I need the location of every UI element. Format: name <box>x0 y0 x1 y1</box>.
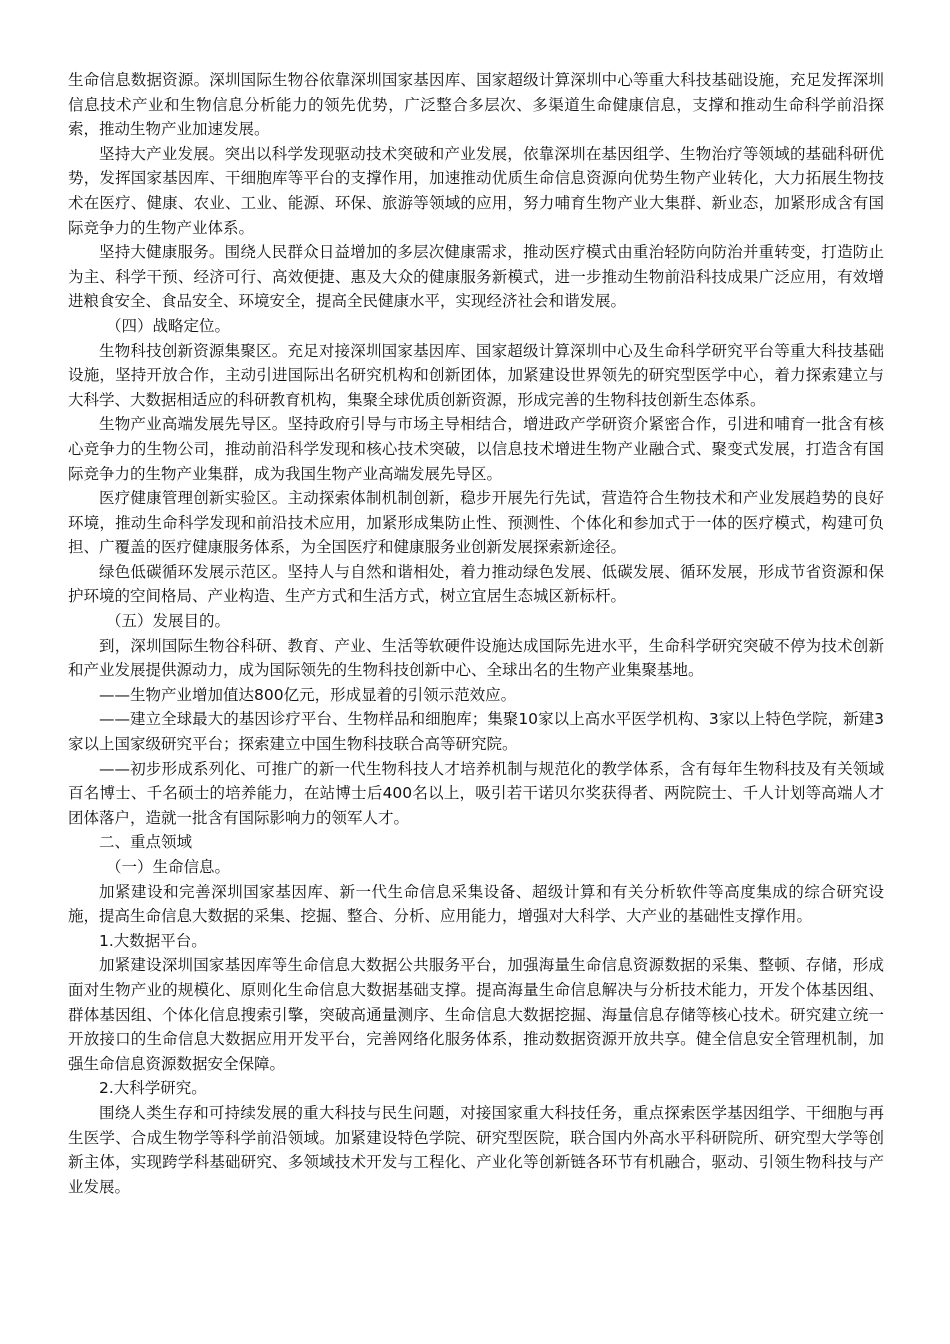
subheading-life-information: （一）生命信息。 <box>106 858 231 876</box>
paragraph-big-data-platform: 加紧建设深圳国家基因库等生命信息大数据公共服务平台，加强海量生命信息资源数据的采集、整顿、存储，形成面对生物产业的规模化、原则化生命信息大数据基础支撑。提高海量生命信息解决与分析技术能力，开发个体基因组、群体基因组、个体化信息搜索引擎，突破高通量测序、生命信息大数据挖掘、海量信息存储等核心技术。研究建立统一开放接口的生命信息大数据应用开发平台，完善网络化服务体系，推动数据资源开放共享。健全信息安全管理机制，加强生命信息资源数据安全保障。 <box>68 956 884 1073</box>
subheading-development-goals: （五）发展目的。 <box>106 612 231 631</box>
item-heading-big-data-platform: 1.大数据平台。 <box>99 931 207 950</box>
paragraph-big-health: 坚持大健康服务。围绕人民群众日益增加的多层次健康需求，推动医疗模式由重治轻防向防治并重转变，打造防止为主、科学干预、经济可行、高效便捷、惠及大众的健康服务新模式，进一步推动生物前沿科技成果广泛应用，有效增进粮食安全、食品安全、环境安全，提高全民健康水平，实现经济社会和谐发展。 <box>68 243 884 311</box>
section-heading-key-areas: 二、重点领域 <box>99 833 193 852</box>
paragraph-health-experiment-zone: 医疗健康管理创新实验区。主动探索体制机制创新，稳步开展先行先试，营造符合生物技术和产业发展趋势的良好环境，推动生命科学发现和前沿技术应用，加紧形成集防止性、预测性、个体化和参加式于一体的医疗模式，构建可负担、广覆盖的医疗健康服务体系，为全国医疗和健康服务业创新发展探索新途径。 <box>68 489 884 557</box>
paragraph-green-demo-zone: 绿色低碳循环发展示范区。坚持人与自然和谐相处，着力推动绿色发展、低碳发展、循环发展，形成节省资源和保护环境的空间格局、产业构造、生产方式和生活方式，树立宜居生态城区新标杆。 <box>68 562 884 606</box>
subheading-strategic-positioning: （四）战略定位。 <box>106 316 231 335</box>
goal-item-talent: ——初步形成系列化、可推广的新一代生物科技人才培养机制与规范化的教学体系，含有每年生物科技及有关领域百名博士、千名硕士的培养能力，在站博士后400名以上，吸引若干诺贝尔奖获得者、两院院士、千人计划等高端人才团体落户，造就一批含有国际影响力的领军人才。 <box>68 759 884 827</box>
paragraph-big-industry: 坚持大产业发展。突出以科学发现驱动技术突破和产业发展，依靠深圳在基因组学、生物治疗等领域的基础科研优势，发挥国家基因库、干细胞库等平台的支撑作用，加速推动优质生命信息资源向优势生物产业转化，大力拓展生物技术在医疗、健康、农业、工业、能源、环保、旅游等领域的应用，努力哺育生物产业大集群、新业态，加紧形成含有国际竞争力的生物产业体系。 <box>68 144 884 237</box>
paragraph-innovation-cluster: 生物科技创新资源集聚区。充足对接深圳国家基因库、国家超级计算深圳中心及生命科学研究平台等重大科技基础设施，坚持开放合作，主动引进国际出名研究机构和创新团体，加紧建设世界领先的研究型医学中心，着力探索建立与大科学、大数据相适应的科研教育机构，集聚全球优质创新资源，形成完善的生物科技创新生态体系。 <box>68 341 884 409</box>
paragraph-life-information: 加紧建设和完善深圳国家基因库、新一代生命信息采集设备、超级计算和有关分析软件等高度集成的综合研究设施，提高生命信息大数据的采集、挖掘、整合、分析、应用能力，增强对大科学、大产业的基础性支撑作用。 <box>68 882 884 926</box>
paragraph-intro-continued: 生命信息数据资源。深圳国际生物谷依靠深圳国家基因库、国家超级计算深圳中心等重大科技基础设施，充足发挥深圳信息技术产业和生物信息分析能力的领先优势，广泛整合多层次、多渠道生命健康信息，支撑和推动生命科学前沿探索，推动生物产业加速发展。 <box>68 71 884 139</box>
paragraph-industry-pilot-zone: 生物产业高端发展先导区。坚持政府引导与市场主导相结合，增进政产学研资介紧密合作，引进和哺育一批含有核心竞争力的生物公司，推动前沿科学发现和核心技术突破，以信息技术增进生物产业融合式、聚变式发展，打造含有国际竞争力的生物产业集群，成为我国生物产业高端发展先导区。 <box>68 415 884 483</box>
paragraph-goals-overview: 到，深圳国际生物谷科研、教育、产业、生活等软硬件设施达成国际先进水平，生命科学研究突破不停为技术创新和产业发展提供源动力，成为国际领先的生物科技创新中心、全球出名的生物产业集聚基地。 <box>68 636 884 680</box>
goal-item-platforms: ——建立全球最大的基因诊疗平台、生物样品和细胞库；集聚10家以上高水平医学机构、3家以上特色学院，新建3家以上国家级研究平台；探索建立中国生物科技联合高等研究院。 <box>68 710 884 754</box>
paragraph-big-science: 围绕人类生存和可持续发展的重大科技与民生问题，对接国家重大科技任务，重点探索医学基因组学、干细胞与再生医学、合成生物学等科学前沿领域。加紧建设特色学院、研究型医院，联合国内外高水平科研院所、研究型大学等创新主体，实现跨学科基础研究、多领域技术开发与工程化、产业化等创新链各环节有机融合，驱动、引领生物科技与产业发展。 <box>68 1103 884 1196</box>
goal-item-industry-value: ——生物产业增加值达800亿元，形成显着的引领示范效应。 <box>99 685 517 704</box>
item-heading-big-science: 2.大科学研究。 <box>99 1079 207 1098</box>
